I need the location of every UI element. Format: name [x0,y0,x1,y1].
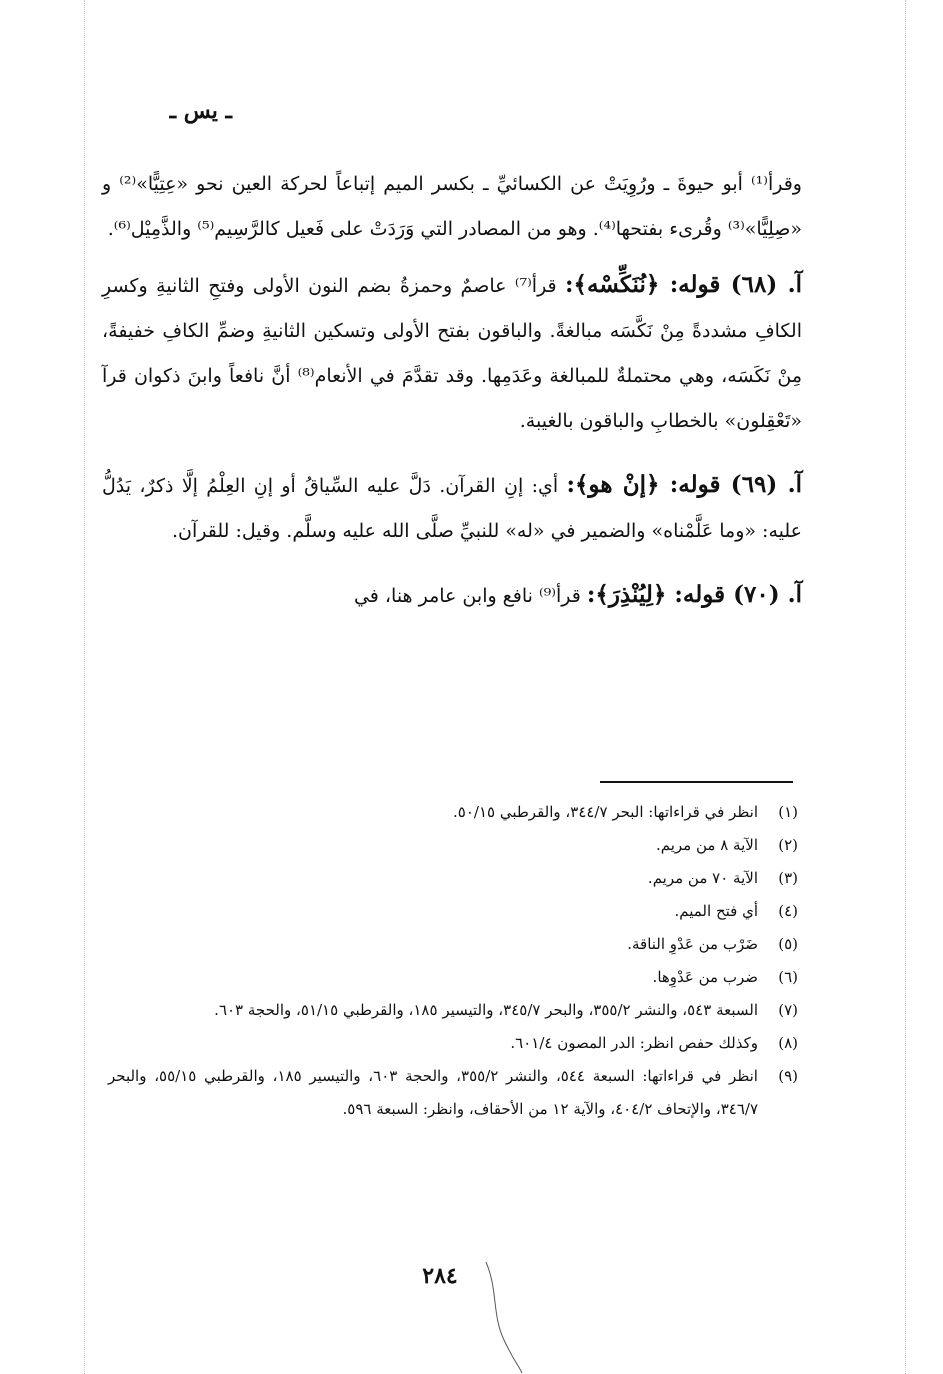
footnote-7 [108,994,798,1027]
footnote-text: السبعة ٥٤٣، والنشر ٣٥٥/٢، والبحر ٣٤٥/٧، والتيسير ١٨٥، والقرطبي ٥١/١٥، والحجة ٦٠٣. [214,1001,758,1019]
footnote-text: انظر في قراءاتها: البحر ٣٤٤/٧، والقرطبي ٥٠/١٥. [453,803,758,821]
footnote-number: (٣) [778,869,798,887]
verse-lead: آ. (٦٨) قوله: ﴿نُنَكِّسْه﴾: [565,271,802,298]
footnote-text: ضَرْب من عَدْوِ الناقة. [627,935,758,953]
footnote-number: (٤) [778,902,798,920]
verse-lead: آ. (٦٩) قوله: ﴿إنْ هو﴾: [566,471,803,498]
scan-crease-mark [478,1260,528,1374]
footnote-divider [600,781,793,783]
footnote-number: (٢) [778,836,798,854]
page-number: ٢٨٤ [422,1263,458,1289]
footnotes-list [108,796,798,1126]
footnote-6 [108,961,798,994]
footnote-5 [108,928,798,961]
footnote-text: أي فتح الميم. [674,902,758,920]
footnote-1 [108,796,798,829]
footnote-9 [108,1060,798,1126]
paragraph-body: أي: إنِ القرآن. دَلَّ عليه السِّياقُ أو إنِ العِلْمُ إلَّا ذكرٌ، يَدُلُّ عليه: «وما عَلَّمْناه» والضمير في «له» للنبيِّ صلَّى الله عليه وسلَّم. وقيل: للقرآن. [102,475,802,542]
paragraph-verse-69 [102,462,802,554]
footnote-3 [108,862,798,895]
paragraph-1 [102,160,802,252]
paragraph-body: قرأ⁽⁷⁾ عاصمٌ وحمزةُ بضم النون الأولى وفتحِ الثانيةِ وكسرِ الكافِ مشددةً مِنْ نَكَّسَه مبالغةً. والباقون بفتح الأولى وتسكين الثانيةِ وضمِّ الكافِ خفيفةً، مِنْ نَكَسَه، وهي محتملةٌ للمبالغة وعَدَمِها. وقد تقدَّمَ في الأنعام⁽⁸⁾ أنَّ نافعاً وابنَ ذكوان قرآ «تَعْقِلون» بالخطابِ والباقون بالغيبة. [102,275,802,432]
footnote-number: (٧) [778,1001,798,1019]
paragraph-verse-70 [102,572,802,619]
footnote-text: الآية ٨ من مريم. [655,836,758,854]
footnote-number: (٦) [778,968,798,986]
footnote-text: انظر في قراءاتها: السبعة ٥٤٤، والنشر ٣٥٥/٢، والحجة ٦٠٣، والتيسير ١٨٥، والقرطبي ٥٥/١٥، والبحر ٣٤٦/٧، والإتحاف ٤٠٤/٢، والآية ١٢ من الأحقاف، وانظر: السبعة ٥٩٦. [108,1067,758,1118]
footnote-number: (٩) [778,1067,798,1085]
paragraph-body: قرأ⁽⁹⁾ نافع وابن عامر هنا، في [353,585,581,607]
footnote-8 [108,1027,798,1060]
main-text [102,160,802,637]
paragraph-verse-68 [102,262,802,444]
footnote-4 [108,895,798,928]
running-header: ـ يس ـ [169,98,232,124]
footnote-2 [108,829,798,862]
footnote-number: (١) [778,803,798,821]
scan-edge-right [905,0,906,1374]
footnote-number: (٨) [778,1034,798,1052]
footnote-number: (٥) [778,935,798,953]
paragraph-body: وقرأ⁽¹⁾ أبو حيوةَ ـ ورُوِيَتْ عن الكسائيِّ ـ بكسر الميم إتباعاً لحركة العين نحو «عِتِيًّا»⁽²⁾ و «صِلِيًّا»⁽³⁾ وقُرىء بفتحها⁽⁴⁾. وهو من المصادر التي وَرَدَتْ على فَعيل كالرَّسِيم⁽⁵⁾ والذَّمِيْل⁽⁶⁾. [102,173,802,240]
footnote-text: ضرب من عَدْوِها. [652,968,758,986]
verse-lead: آ. (٧٠) قوله: ﴿لِيُنْذِرَ﴾: [586,581,802,608]
footnote-text: وكذلك حفص انظر: الدر المصون ٦٠١/٤. [510,1034,758,1052]
footnote-text: الآية ٧٠ من مريم. [647,869,758,887]
scan-edge-left [84,0,85,1374]
